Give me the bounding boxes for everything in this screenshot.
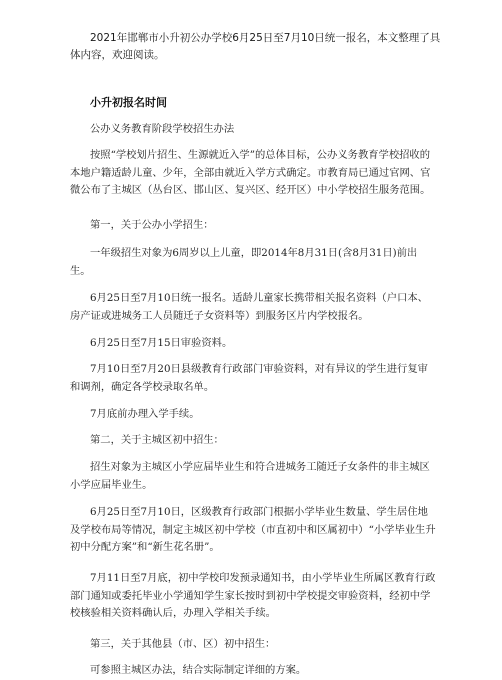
paragraph-11: 6月25日至7月10日，区级教育行政部门根据小学毕业生数量、学生居住地及学校布局等情况，制定主城区初中学校（市直初中和区属初中）“小学毕业生升初中分配方案”和“新生花名册”。: [70, 506, 436, 553]
paragraph-7: 7月10日至7月20日县级教育行政部门审验资料，对有异议的学生进行复审和调剂，确定各学校录取名单。: [70, 363, 428, 393]
paragraph-10: 招生对象为主城区小学应届毕业生和符合进城务工随迁子女条件的非主城区小学应届毕业生。: [70, 461, 430, 491]
paragraph-8: 7月底前办理入学手续。: [90, 408, 200, 420]
paragraph-2: 按照“学校划片招生、生源就近入学”的总体目标，公办义务教育学校招收的本地户籍适龄儿童、少年，全部由就近入学方式确定。市教育局已通过官网、官微公布了主城区（丛台区、邯山区、复兴区、经开区）中小学校招生服务范围。: [70, 149, 431, 196]
paragraph-14: 可参照主城区办法，结合实际制定详细的方案。: [90, 664, 307, 676]
paragraph-13: 第三，关于其他县（市、区）初中招生：: [90, 638, 276, 650]
paragraph-4: 一年级招生对象为6周岁以上儿童，即2014年8月31日(含8月31日)前出生。: [70, 247, 418, 277]
section-heading: 小升初报名时间: [90, 96, 167, 109]
paragraph-12: 7月11日至7月底，初中学校印发预录通知书，由小学毕业生所属区教育行政部门通知或委托毕业小学通知学生家长按时到初中学校提交审验资料，经初中学校核验相关资料确认后，办理入学相关手续。: [70, 572, 436, 619]
paragraph-3: 第一，关于公办小学招生：: [90, 219, 214, 231]
paragraph-6: 6月25日至7月15日审验资料。: [90, 337, 233, 349]
intro-paragraph: 2021年邯郸市小升初公办学校6月25日至7月10日统一报名，本文整理了具体内容，欢迎阅读。: [70, 32, 441, 61]
paragraph-9: 第二，关于主城区初中招生：: [90, 434, 224, 446]
paragraph-5: 6月25日至7月10日统一报名。适龄儿童家长携带相关报名资料（户口本、房产证或进城务工人员随迁子女资料等）到服务区片内学校报名。: [70, 292, 428, 322]
paragraph-1: 公办义务教育阶段学校招生办法: [90, 123, 235, 135]
